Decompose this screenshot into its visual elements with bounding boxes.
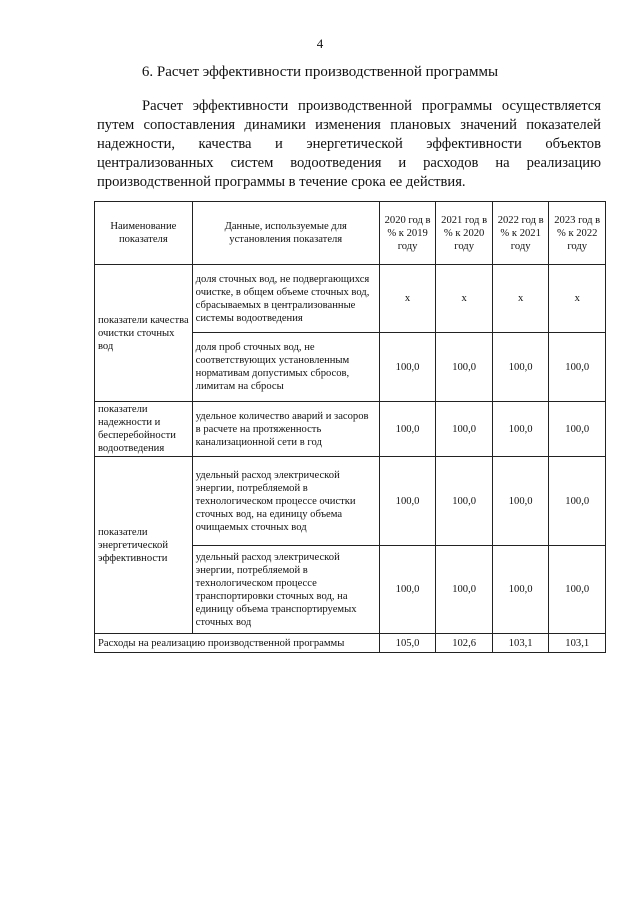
- row-value: 100,0: [549, 546, 606, 634]
- total-label: Расходы на реализацию производственной программы: [95, 634, 380, 653]
- row-value: 100,0: [492, 333, 549, 402]
- row-value: 100,0: [379, 402, 436, 457]
- row-value: 100,0: [436, 333, 493, 402]
- table-row: [95, 457, 606, 546]
- group-name: показатели качества очистки сточных вод: [95, 265, 193, 402]
- intro-line: путем сопоставления динамики изменения плановых значений показателей: [97, 117, 601, 133]
- row-value: 100,0: [492, 457, 549, 546]
- table-row: [95, 402, 606, 457]
- row-value: x: [436, 265, 493, 333]
- group-name: показатели энергетической эффективности: [95, 457, 193, 634]
- intro-line: надежности, качества и энергетической эффективности объектов: [97, 136, 601, 152]
- table-header-row: [95, 202, 606, 265]
- total-value: 102,6: [436, 634, 493, 653]
- header-2020: 2020 год в % к 2019 году: [379, 202, 436, 265]
- header-2021: 2021 год в % к 2020 году: [436, 202, 493, 265]
- row-value: 100,0: [379, 546, 436, 634]
- section-title: 6. Расчет эффективности производственной программы: [141, 64, 499, 80]
- row-data: удельный расход электрической энергии, потребляемой в технологическом процессе очистки сточных вод, на единицу объема очищаемых сточных вод: [192, 457, 379, 546]
- row-data: удельное количество аварий и засоров в расчете на протяженность канализационной сети в год: [192, 402, 379, 457]
- row-data: доля проб сточных вод, не соответствующих установленным нормативам допустимых сбросов, лимитам на сбросы: [192, 333, 379, 402]
- header-2022: 2022 год в % к 2021 году: [492, 202, 549, 265]
- row-value: x: [379, 265, 436, 333]
- row-value: 100,0: [436, 546, 493, 634]
- row-value: 100,0: [379, 457, 436, 546]
- efficiency-table: [94, 201, 606, 653]
- row-value: x: [549, 265, 606, 333]
- header-name: Наименование показателя: [95, 202, 193, 265]
- table-row: [95, 265, 606, 333]
- row-value: 100,0: [549, 402, 606, 457]
- row-value: 100,0: [436, 457, 493, 546]
- intro-line: производственной программы в течение срока ее действия.: [97, 174, 466, 190]
- row-value: 100,0: [379, 333, 436, 402]
- total-value: 103,1: [549, 634, 606, 653]
- row-value: x: [492, 265, 549, 333]
- row-data: удельный расход электрической энергии, потребляемой в технологическом процессе транспортировки сточных вод, на единицу объема транспортируемых сточных вод: [192, 546, 379, 634]
- row-data: доля сточных вод, не подвергающихся очистке, в общем объеме сточных вод, сбрасываемых в централизованные системы водоотведения: [192, 265, 379, 333]
- row-value: 100,0: [492, 402, 549, 457]
- intro-line: Расчет эффективности производственной программы осуществляется: [142, 98, 601, 114]
- header-2023: 2023 год в % к 2022 году: [549, 202, 606, 265]
- total-value: 105,0: [379, 634, 436, 653]
- row-value: 100,0: [492, 546, 549, 634]
- intro-line: централизованных систем водоотведения и расходов на реализацию: [97, 155, 601, 171]
- intro-paragraph: [97, 97, 601, 192]
- page-number: 4: [316, 36, 324, 51]
- row-value: 100,0: [549, 333, 606, 402]
- row-value: 100,0: [436, 402, 493, 457]
- row-value: 100,0: [549, 457, 606, 546]
- header-data: Данные, используемые для установления показателя: [192, 202, 379, 265]
- total-value: 103,1: [492, 634, 549, 653]
- group-name: показатели надежности и бесперебойности водоотведения: [95, 402, 193, 457]
- table-total-row: [95, 634, 606, 653]
